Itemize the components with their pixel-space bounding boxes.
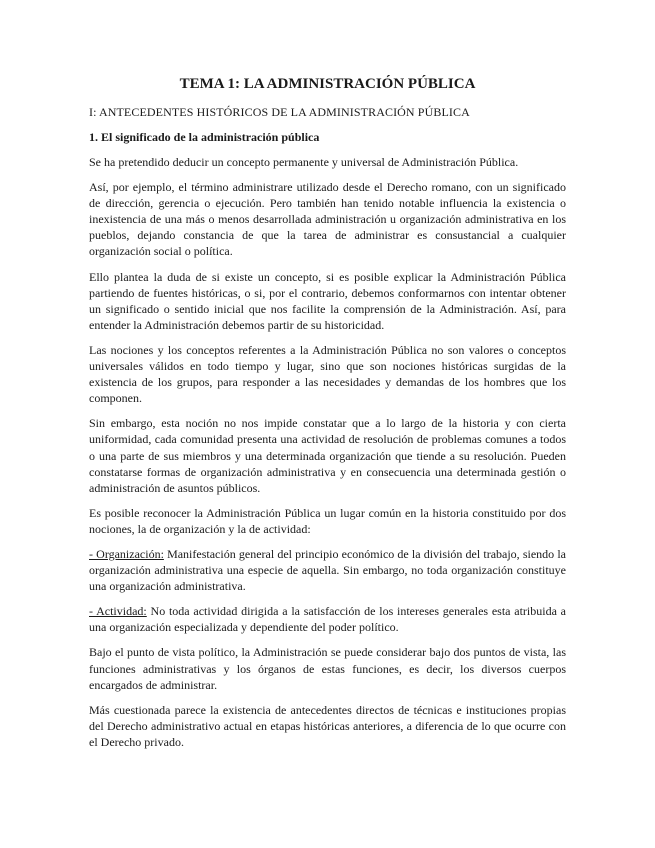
paragraph: Se ha pretendido deducir un concepto permanente y universal de Administración Pública. [89, 155, 519, 169]
paragraph: Ello plantea la duda de si existe un concepto, si es posible explicar la Administración Pública partiendo de fuentes históricas, o si, por el contrario, debemos conformarnos con intentar obtener un significado o sentido inicial que nos facilite la comprensión de la Administración. Así, para entender la Administración debemos partir de su historicidad. [89, 269, 566, 332]
document-title: TEMA 1: LA ADMINISTRACIÓN PÚBLICA [179, 76, 476, 92]
subsection-heading: 1. El significado de la administración pública [89, 130, 320, 144]
paragraph: Las nociones y los conceptos referentes a la Administración Pública no son valores o conceptos universales válidos en todo tiempo y lugar, sino que son nociones históricas surgidas de la existencia de los grupos, para responder a las necesidades y demandas de los hombres que los componen. [89, 342, 566, 406]
paragraph: Es posible reconocer la Administración Pública un lugar común en la historia constituido por dos nociones, la de organización y la de actividad: [89, 505, 566, 536]
definition-term: - Organización: [89, 546, 164, 561]
definition-actividad [89, 603, 566, 635]
paragraph: Así, por ejemplo, el término administrare utilizado desde el Derecho romano, con un significado de dirección, gerencia o ejecución. Pero también han tenido notable influencia la existencia o inexistencia de una más o menos desarrollada administración u organización administrativa en los pueblos, dejando constancia de que la tarea de administrar es consustancial a cualquier organización social o política. [89, 180, 566, 259]
document-page [89, 74, 566, 759]
definition-text: No toda actividad dirigida a la satisfacción de los intereses generales esta atribuida a una organización especializada y dependiente del poder político. [89, 604, 566, 635]
definition-text: Manifestación general del principio económico de la división del trabajo, siendo la organización administrativa una especie de aquella. Sin embargo, no toda organización constituye una organización administrativa. [89, 546, 566, 594]
definition-term: - Actividad: [89, 604, 147, 619]
paragraph: Más cuestionada parece la existencia de antecedentes directos de técnicas e instituciones propias del Derecho administrativo actual en etapas históricas anteriores, a diferencia de lo que ocurre con el Derecho privado. [89, 702, 566, 749]
paragraph: Bajo el punto de vista político, la Administración se puede considerar bajo dos puntos de vista, las funciones administrativas y los órganos de estas funciones, es decir, los diversos cuerpos encargados de administrar. [89, 645, 566, 692]
paragraph: Sin embargo, esta noción no nos impide constatar que a lo largo de la historia y con cierta uniformidad, cada comunidad presenta una actividad de resolución de problemas comunes a todos o una parte de sus miembros y una determinada organización que tiende a su resolución. Pueden constatarse formas de organización administrativa y en consecuencia una determinada gestión o administración de asuntos públicos. [89, 416, 566, 495]
definition-organizacion [89, 546, 566, 594]
section-heading: I: ANTECEDENTES HISTÓRICOS DE LA ADMINISTRACIÓN PÚBLICA [89, 105, 470, 119]
